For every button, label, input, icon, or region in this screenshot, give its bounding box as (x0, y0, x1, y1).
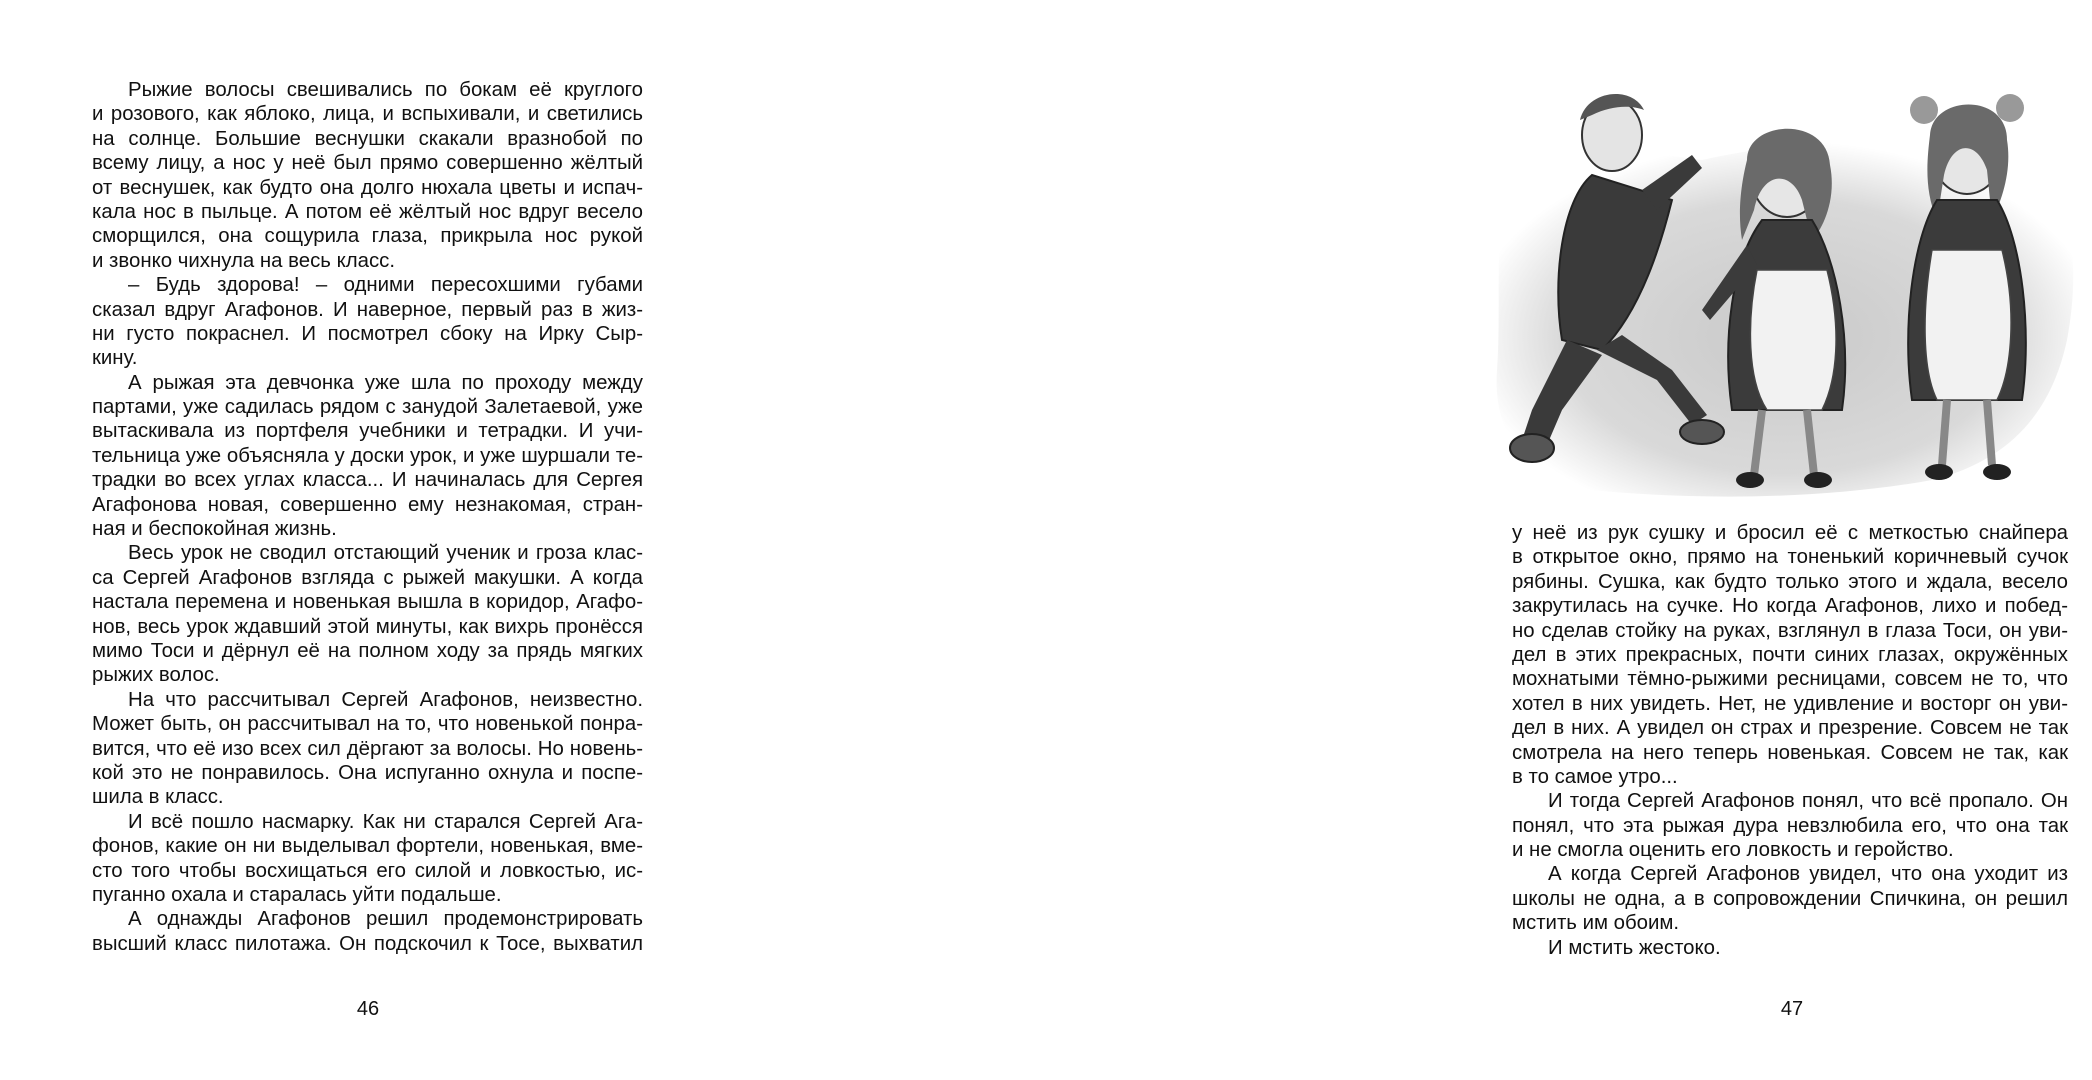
left-page-text-line: кой это не понравилось. Она испуганно охнула и поспе- (92, 761, 643, 784)
right-page-text-line: рябины. Сушка, как будто только этого и ждала, весело (1512, 570, 2068, 593)
left-page-text-line: кала нос в пыльце. А потом её жёлтый нос вдруг весело (92, 200, 643, 223)
left-page-text-line: настала перемена и новенькая вышла в коридор, Агафо- (92, 591, 643, 614)
left-page-number: 46 (356, 998, 380, 1020)
left-page-text-line: шила в класс. (92, 786, 224, 809)
right-page-text-line: хотел в них увидеть. Нет, не удивление и восторг он уви- (1512, 692, 2068, 715)
left-page-text-line: высший класс пилотажа. Он подскочил к Тосе, выхватил (92, 932, 643, 955)
right-page (720, 0, 2068, 1080)
left-page-text-line: партами, уже садилась рядом с занудой Залетаевой, уже (92, 396, 643, 419)
left-page (0, 0, 720, 1080)
left-page-text-line: традки во всех углах класса... И начиналась для Сергея (92, 469, 643, 492)
right-page-text-line: мстить им обоим. (1512, 912, 1680, 935)
left-page-text-line: И всё пошло насмарку. Как ни старался Сергей Ага- (128, 810, 643, 833)
left-page-text-line: мимо Тоси и дёрнул её на полном ходу за прядь мягких (92, 639, 643, 662)
left-page-text-line: тельница уже объясняла у доски урок, и уже шуршали те- (92, 444, 643, 467)
left-page-text-line: На что рассчитывал Сергей Агафонов, неизвестно. (128, 688, 643, 711)
left-page-text-line: кину. (92, 347, 138, 370)
right-page-text-line: А когда Сергей Агафонов увидел, что она уходит из (1548, 863, 2068, 886)
right-page-text-line: у неё из рук сушку и бросил её с меткостью снайпера (1512, 522, 2068, 544)
left-page-text-line: ни густо покраснел. И посмотрел сбоку на Ирку Сыр- (92, 322, 643, 345)
left-page-text-line: ная и беспокойная жизнь. (92, 518, 337, 541)
left-page-text-line: – Будь здорова! – одними пересохшими губами (128, 274, 643, 297)
right-page-text-line: закрутилась на сучке. Но когда Агафонов, лихо и побед- (1512, 595, 2068, 618)
right-page-text-line: в то самое утро... (1512, 765, 1678, 788)
right-page-text-line: мохнатыми тёмно-рыжими ресницами, совсем не то, что (1512, 668, 2068, 691)
left-page-text-line: А однажды Агафонов решил продемонстрировать (128, 908, 643, 931)
left-page-text-line: и розового, как яблоко, лица, и вспыхивали, и светились (92, 103, 643, 126)
left-page-text-line: пуганно охала и старалась уйти подальше. (92, 883, 502, 906)
left-page-text-line: Весь урок не сводил отстающий ученик и гроза клас- (128, 542, 643, 565)
left-page-text-line: сказал вдруг Агафонов. И наверное, первый раз в жиз- (92, 298, 643, 321)
left-page-text-line: вытаскивала из портфеля учебники и тетрадки. И учи- (92, 420, 643, 443)
right-page-text (1512, 521, 2068, 960)
left-page-text-line: нов, весь урок ждавший этой минуты, как вихрь пронёсся (92, 615, 643, 638)
left-page-text-line: Агафонова новая, совершенно ему незнакомая, стран- (92, 493, 643, 516)
left-page-text-line: Рыжие волосы свешивались по бокам её круглого (128, 79, 643, 101)
left-page-text-line: А рыжая эта девчонка уже шла по проходу между (128, 371, 643, 394)
right-page-text-line: школы не одна, а в сопровождении Спичкина, он решил (1512, 887, 2068, 910)
right-page-text-line: дел в них. А увидел он страх и презрение. Совсем не так (1512, 717, 2068, 740)
left-page-text-line: на солнце. Большие веснушки скакали вразнобой по (92, 127, 643, 150)
left-page-text-line: фонов, какие он ни выделывал фортели, новенькая, вме- (92, 835, 643, 858)
left-page-text (92, 78, 643, 956)
right-page-text-line: в открытое окно, прямо на тоненький коричневый сучок (1512, 546, 2068, 569)
right-page-text-line: И мстить жестоко. (1548, 936, 1721, 959)
right-page-text-line: и не смогла оценить его ловкость и геройство. (1512, 839, 1954, 862)
left-page-text-line: всему лицу, а нос у неё был прямо совершенно жёлтый (92, 152, 643, 175)
left-page-text-line: и звонко чихнула на весь класс. (92, 249, 396, 272)
left-page-text-line: сморщился, она сощурила глаза, прикрыла нос рукой (92, 225, 643, 248)
left-page-text-line: са Сергей Агафонов взгляда с рыжей макушки. А когда (92, 566, 643, 589)
right-page-text-line: И тогда Сергей Агафонов понял, что всё пропало. Он (1548, 790, 2068, 813)
left-page-text-line: от веснушек, как будто она долго нюхала цветы и испач- (92, 176, 643, 199)
left-page-text-line: Может быть, он рассчитывал на то, что новенькой понра- (92, 713, 643, 736)
left-page-text-line: рыжих волос. (92, 664, 220, 687)
right-page-text-line: дел в этих прекрасных, почти синих глазах, окружённых (1512, 643, 2068, 666)
right-page-text-line: понял, что эта рыжая дура невзлюбила его, что она так (1512, 814, 2068, 837)
illustration (1492, 80, 2092, 510)
right-page-text-line: смотрела на него теперь новенькая. Совсем не так, как (1512, 741, 2068, 764)
left-page-text-line: вится, что её изо всех сил дёргают за волосы. Но новень- (92, 737, 643, 760)
left-page-text-line: сто того чтобы восхищаться его силой и ловкостью, ис- (92, 859, 643, 882)
right-page-text-line: но сделав стойку на руках, взглянул в глаза Тоси, он уви- (1512, 619, 2068, 642)
right-page-number: 47 (1780, 998, 1804, 1020)
